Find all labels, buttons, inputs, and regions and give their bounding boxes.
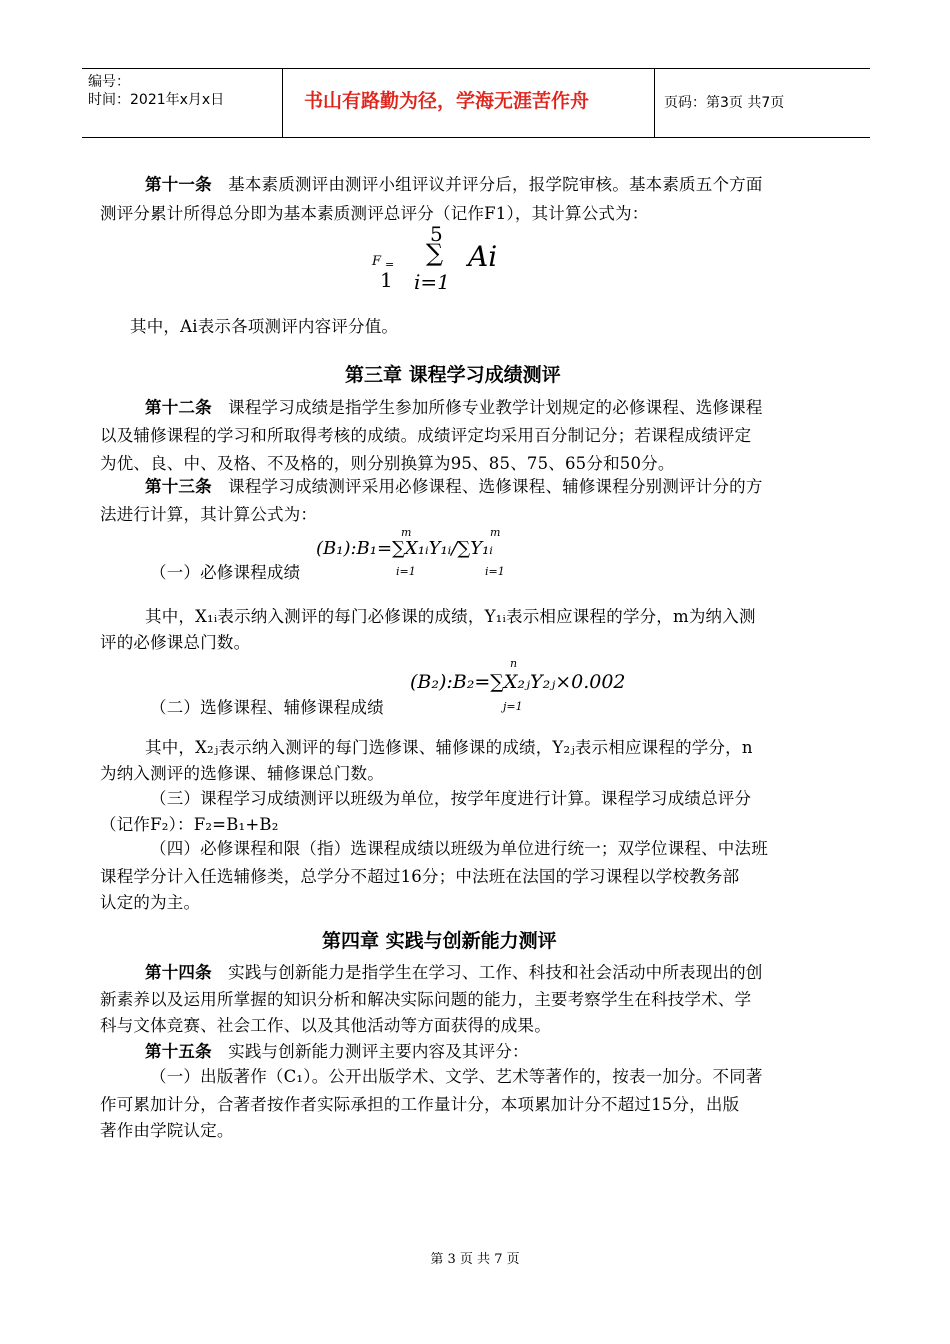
art13-line1 bbox=[145, 472, 763, 501]
date-label: 时间：2021年x月x日 bbox=[88, 92, 225, 108]
header-divider bbox=[282, 69, 283, 137]
art15-sub2: 作可累加计分，合著者按作者实际承担的工作量计分，本项累加计分不超过15分，出版 bbox=[100, 1095, 740, 1114]
document-header bbox=[82, 68, 870, 138]
page-label: 页码：第3页 共7页 bbox=[664, 95, 785, 111]
formula-b1: (B₁):B₁=∑X₁ᵢY₁ᵢ/∑Y₁ᵢ bbox=[316, 538, 493, 559]
art15-text: 实践与创新能力测评主要内容及其评分： bbox=[228, 1042, 529, 1061]
chapter3-title: 第三章 课程学习成绩测评 bbox=[345, 364, 561, 386]
formula-f1 bbox=[372, 222, 532, 297]
item2-note-line1: 其中，X₂ⱼ表示纳入测评的每门选修课、辅修课的成绩，Y₂ⱼ表示相应课程的学分，n bbox=[145, 738, 753, 757]
art12-text: 课程学习成绩是指学生参加所修专业教学计划规定的必修课程、选修课程 bbox=[228, 398, 763, 417]
item1-label: （一）必修课程成绩 bbox=[150, 563, 301, 582]
formula-f1-lower: i=1 bbox=[414, 270, 450, 294]
formula-b2-lower: j=1 bbox=[503, 700, 523, 713]
art14-title: 第十四条 bbox=[145, 963, 212, 982]
item1-note-line2: 评的必修课总门数。 bbox=[100, 633, 251, 652]
item2-label: （二）选修课程、辅修课程成绩 bbox=[150, 698, 384, 717]
formula-b1-upper-2: m bbox=[490, 526, 501, 539]
art11-title: 第十一条 bbox=[145, 175, 212, 194]
item4-line1: （四）必修课程和限（指）选课程成绩以班级为单位进行统一；双学位课程、中法班 bbox=[150, 839, 768, 858]
art14-text: 实践与创新能力是指学生在学习、工作、科技和社会活动中所表现出的创 bbox=[228, 963, 763, 982]
art14-line3: 科与文体竞赛、社会工作、以及其他活动等方面获得的成果。 bbox=[100, 1016, 551, 1035]
item4-line3: 认定的为主。 bbox=[100, 893, 201, 912]
item3-line1: （三）课程学习成绩测评以班级为单位，按学年度进行计算。课程学习成绩总评分 bbox=[150, 789, 752, 808]
formula-b1-lower: i=1 bbox=[396, 565, 416, 578]
art14-line1 bbox=[145, 958, 763, 987]
art11-text: 基本素质测评由测评小组评议并评分后，报学院审核。基本素质五个方面 bbox=[228, 175, 763, 194]
art12-line1 bbox=[145, 393, 763, 422]
art14-line2: 新素养以及运用所掌握的知识分析和解决实际问题的能力，主要考察学生在科技学术、学 bbox=[100, 990, 752, 1009]
art13-line2: 法进行计算，其计算公式为： bbox=[100, 505, 318, 524]
page-footer: 第 3 页 共 7 页 bbox=[430, 1252, 520, 1267]
sigma-icon: ∑ bbox=[426, 239, 444, 267]
header-motto: 书山有路勤为径，学海无涯苦作舟 bbox=[304, 90, 590, 112]
item4-line2: 课程学分计入任选辅修类，总学分不超过16分；中法班在法国的学习课程以学校教务部 bbox=[100, 867, 740, 886]
formula-b1-lower-2: i=1 bbox=[485, 565, 505, 578]
art15-title: 第十五条 bbox=[145, 1042, 212, 1061]
formula-f1-eq: = bbox=[385, 258, 395, 271]
formula-f1-upper: 5 bbox=[430, 222, 443, 246]
formula-b2-upper: n bbox=[510, 657, 518, 670]
formula-f1-lhs-sub: 1 bbox=[380, 268, 393, 292]
item1-note-line1: 其中，X₁ᵢ表示纳入测评的每门必修课的成绩，Y₁ᵢ表示相应课程的学分，m为纳入测 bbox=[145, 607, 756, 626]
chapter4-title: 第四章 实践与创新能力测评 bbox=[322, 930, 557, 952]
header-divider bbox=[654, 69, 655, 137]
art12-line3: 为优、良、中、及格、不及格的，则分别换算为95、85、75、65分和50分。 bbox=[100, 454, 675, 473]
formula-f1-lhs: F bbox=[372, 254, 382, 269]
art15-sub3: 著作由学院认定。 bbox=[100, 1121, 234, 1140]
art11-note: 其中，Ai表示各项测评内容评分值。 bbox=[130, 317, 399, 336]
art11-line1 bbox=[145, 170, 763, 199]
art11-line2: 测评分累计所得总分即为基本素质测评总评分（记作F1），其计算公式为： bbox=[100, 204, 649, 223]
art12-line2: 以及辅修课程的学习和所取得考核的成绩。成绩评定均采用百分制记分；若课程成绩评定 bbox=[100, 426, 752, 445]
item2-note-line2: 为纳入测评的选修课、辅修课总门数。 bbox=[100, 764, 384, 783]
serial-label: 编号： bbox=[88, 74, 130, 90]
art13-text: 课程学习成绩测评采用必修课程、选修课程、辅修课程分别测评计分的方 bbox=[228, 477, 763, 496]
art15-sub1: （一）出版著作（C₁）。公开出版学术、文学、艺术等著作的，按表一加分。不同著 bbox=[150, 1067, 763, 1086]
art12-title: 第十二条 bbox=[145, 398, 212, 417]
formula-b1-upper: m bbox=[401, 526, 412, 539]
formula-f1-term: Ai bbox=[468, 240, 498, 273]
item3-line2: （记作F₂）：F₂=B₁+B₂ bbox=[100, 815, 279, 834]
formula-b2: (B₂):B₂=∑X₂ⱼY₂ⱼ×0.002 bbox=[410, 671, 626, 693]
art13-title: 第十三条 bbox=[145, 477, 212, 496]
